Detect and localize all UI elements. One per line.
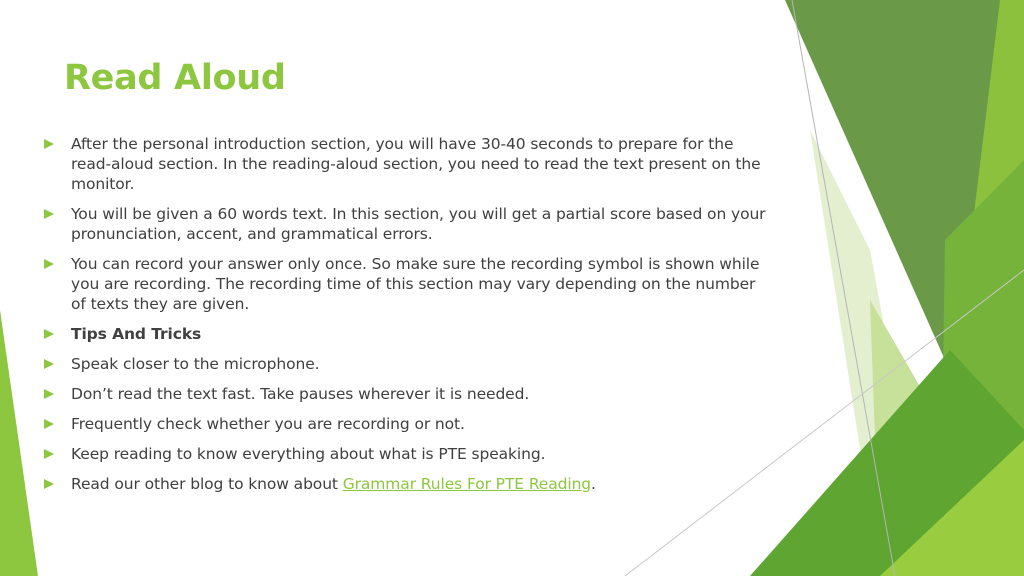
- triangle-bullet-icon: [44, 419, 54, 429]
- bullet-text: Don’t read the text fast. Take pauses wherever it is needed.: [71, 385, 530, 403]
- bullet-text: After the personal introduction section, you will have 30-40 seconds to prepare for the read-aloud section. In the reading-aloud section, you need to read the text present on the monitor.: [71, 135, 761, 193]
- bullet-item: [44, 254, 774, 314]
- bullet-text: You will be given a 60 words text. In this section, you will get a partial score based on your pronunciation, accent, and grammatical errors.: [71, 205, 766, 243]
- bullet-text: You can record your answer only once. So make sure the recording symbol is shown while you are recording. The recording time of this section may vary depending on the number of texts they are given.: [71, 255, 760, 313]
- bullet-item: [44, 354, 774, 374]
- bullet-text: Speak closer to the microphone.: [71, 355, 320, 373]
- grammar-rules-link[interactable]: Grammar Rules For PTE Reading: [342, 475, 592, 493]
- bullet-list: [44, 134, 774, 504]
- triangle-bullet-icon: [44, 389, 54, 399]
- bullet-text: Keep reading to know everything about what is PTE speaking.: [71, 445, 546, 463]
- bullet-item: [44, 384, 774, 404]
- triangle-bullet-icon: [44, 139, 54, 149]
- tips-heading: Tips And Tricks: [71, 325, 202, 343]
- triangle-bullet-icon: [44, 259, 54, 269]
- triangle-bullet-icon: [44, 479, 54, 489]
- link-suffix: .: [591, 475, 596, 493]
- bullet-item-heading: [44, 324, 774, 344]
- link-prefix: Read our other blog to know about: [71, 475, 343, 493]
- bullet-item-with-link: [44, 474, 774, 494]
- triangle-bullet-icon: [44, 209, 54, 219]
- bullet-item: [44, 444, 774, 464]
- facet-left-edge: [0, 310, 38, 576]
- bullet-item: [44, 204, 774, 244]
- bullet-text: Frequently check whether you are recording or not.: [71, 415, 465, 433]
- triangle-bullet-icon: [44, 359, 54, 369]
- bullet-item: [44, 134, 774, 194]
- bullet-text: [71, 475, 596, 493]
- triangle-bullet-icon: [44, 449, 54, 459]
- triangle-bullet-icon: [44, 329, 54, 339]
- slide-title: Read Aloud: [64, 58, 286, 98]
- bullet-item: [44, 414, 774, 434]
